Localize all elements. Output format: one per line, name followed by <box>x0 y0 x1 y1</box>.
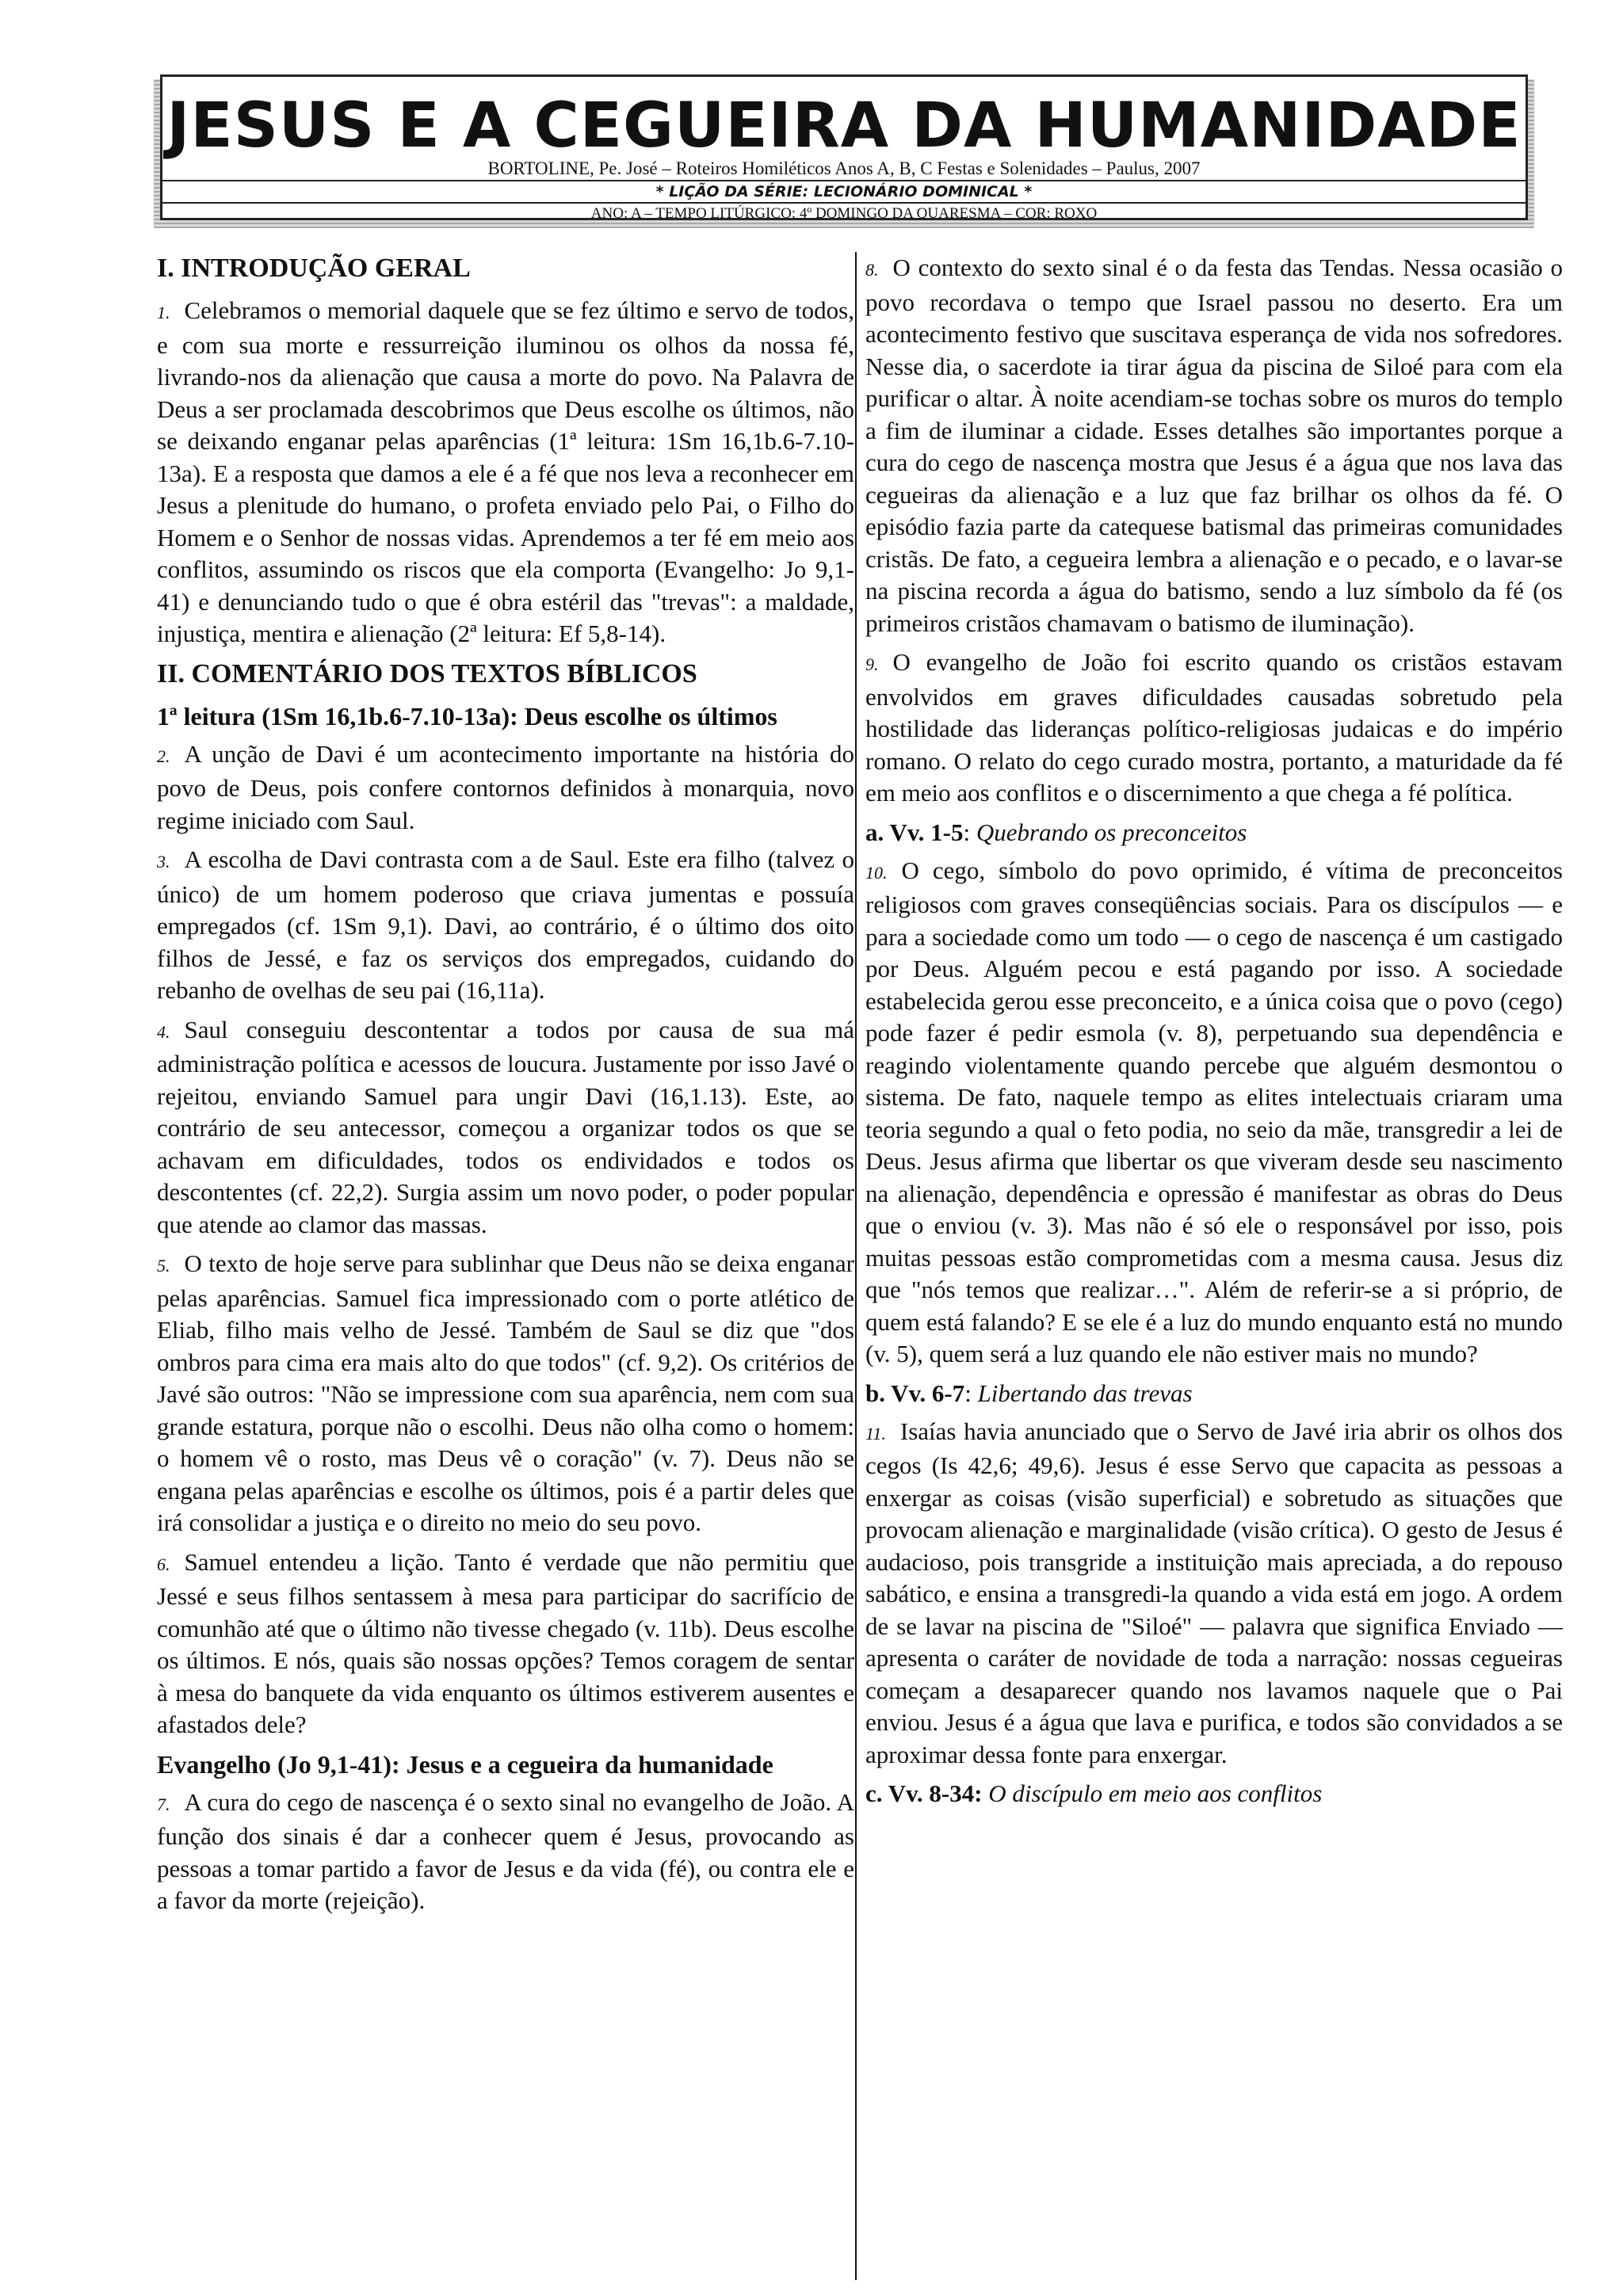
paragraph-number: 9. <box>865 654 879 674</box>
paragraph <box>157 1547 854 1741</box>
page-title: JESUS E A CEGUEIRA DA HUMANIDADE <box>166 90 1522 162</box>
section-title-intro: I. INTRODUÇÃO GERAL <box>157 254 471 283</box>
paragraph <box>865 252 1563 639</box>
paragraph-number: 8. <box>865 260 879 280</box>
paragraph-number: 11. <box>865 1423 886 1444</box>
source-citation: BORTOLINE, Pe. José – Roteiros Homiléticos Anos A, B, C Festas e Solenidades – Paulus, 2007 <box>487 158 1201 178</box>
gospel-title: Evangelho (Jo 9,1-41): Jesus e a cegueira da humanidade <box>157 1749 773 1779</box>
subsection-title: O discípulo em meio aos conflitos <box>988 1779 1323 1807</box>
paragraph <box>865 855 1563 1371</box>
paragraph-text: O evangelho de João foi escrito quando os cristãos estavam envolvidos em graves dificuldades causadas sobretudo pela hostilidade das lideranças político-religiosas judaicas e do império romano. O relato do cego curado mostra, portanto, a maturidade da fé em meio aos conflitos e o discernimento a que chega a fé política. <box>865 648 1563 807</box>
paragraph-text: A cura do cego de nascença é o sexto sinal no evangelho de João. A função dos sinais é dar a conhecer quem é Jesus, provocando as pessoas a tomar partido a favor de Jesus e da vida (fé), ou contra ele e a favor da morte (rejeição). <box>157 1787 854 1914</box>
paragraph-text: O texto de hoje serve para sublinhar que Deus não se deixa enganar pelas aparências. Samuel fica impressionado com o porte atlético de Eliab, filho mais velho de Jessé. Também de Saul se diz que "dos ombros para cima era mais alto do que todos" (cf. 9,2). Os critérios de Javé são outros: "Não se impressione com sua aparência, nem com sua grande estatura, porque não o escolhi. Deus não olha como o homem: o homem vê o rosto, mas Deus vê o coração" (v. 7). Deus não se engana pelas aparências e escolhe os últimos, pois é a partir deles que irá consolidar a justiça e o direito no meio do seu povo. <box>157 1249 854 1536</box>
paragraph-text: O cego, símbolo do povo oprimido, é vítima de preconceitos religiosos com graves conseqüências sociais. Para os discípulos — e para a sociedade como um todo — o cego de nascença é um castigado por Deus. Alguém pecou e está pagando por isso. A sociedade estabelecida gerou esse preconceito, e a única coisa que o povo (cego) pode fazer é pedir esmola (v. 8), perpetuando sua dependência e reagindo violentamente quando percebe que alguém desmontou o sistema. De fato, naquele tempo as elites intelectuais criaram uma teoria segundo a qual o feto podia, no seio da mãe, transgredir a lei de Deus. Jesus afirma que libertar os que viveram desde seu nascimento na alienação, dependência e opressão é manifestar as obras do Deus que o enviou (v. 3). Mas não é só ele o responsável por isso, pois muitas pessoas estão comprometidas com a mesma causa. Jesus diz que "nós temos que realizar…". Além de referir-se a si próprio, de quem está falando? E se ele é a luz do mundo enquanto está no mundo (v. 5), quem será a luz quando ele não estiver mais no mundo? <box>865 856 1563 1367</box>
subsection-ref: c. Vv. 8-34: <box>865 1779 983 1807</box>
paragraph-number: 1. <box>157 303 170 322</box>
paragraph-text: Celebramos o memorial daquele que se fez último e servo de todos, e com sua morte e ressurreição iluminou os olhos da nossa fé, livrando-nos da alienação que causa a morte do povo. Na Palavra de Deus a ser proclamada descobrimos que Deus escolhe os últimos, não se deixando enganar pelas aparências (1ª leitura: 1Sm 16,1b.6-7.10-13a). E a resposta que damos a ele é a fé que nos leva a reconhecer em Jesus a plenitude do humano, o profeta enviado pelo Pai, o Filho do Homem e o Senhor de nossas vidas. Aprendemos a ter fé em meio aos conflitos, assumindo os riscos que ela comporta (Evangelho: Jo 9,1-41) e denunciando tudo o que é obra estéril das "trevas": a maldade, injustiça, mentira e alienação (2ª leitura: Ef 5,8-14). <box>157 296 854 647</box>
paragraph-number: 7. <box>157 1794 170 1814</box>
paragraph-number: 5. <box>157 1256 170 1276</box>
paragraph <box>157 1248 854 1539</box>
paragraph-text: Saul conseguiu descontentar a todos por causa de sua má administração política e acessos de loucura. Justamente por isso Javé o rejeitou, enviando Samuel para ungir Davi (16,1.13). Este, ao contrário de seu antecessor, começou a organizar todos os que se achavam em dificuldades, todos os endividados e todos os descontentes (cf. 22,2). Surgia assim um novo poder, o poder popular que atende ao clamor das massas. <box>157 1015 854 1238</box>
paragraph <box>157 1787 854 1917</box>
subsection-ref: b. Vv. 6-7 <box>865 1379 965 1407</box>
subsection-a: a. Vv. 1-5: Quebrando os preconceitos <box>865 818 1247 846</box>
paragraph-number: 3. <box>157 852 170 871</box>
paragraph-number: 2. <box>157 746 170 766</box>
paragraph-number: 10. <box>865 862 888 883</box>
paragraph <box>157 1014 854 1241</box>
paragraph <box>157 738 854 837</box>
paragraph-number: 4. <box>157 1021 170 1042</box>
series-line: * LIÇÃO DA SÉRIE: LECIONÁRIO DOMINICAL * <box>162 180 1526 202</box>
paragraph-text: Samuel entendeu a lição. Tanto é verdade que não permitiu que Jessé e seus filhos sentassem à mesa para participar do sacrifício de comunhão até que o último não tivesse chegado (v. 11b). Deus escolhe os últimos. E nós, quais são nossas opções? Temos coragem de sentar à mesa do banquete da vida enquanto os últimos estiverem ausentes e afastados dele? <box>157 1547 854 1738</box>
paragraph-text: A escolha de Davi contrasta com a de Saul. Este era filho (talvez o único) de um homem poderoso que criava jumentas e possuía empregados (cf. 1Sm 9,1). Davi, ao contrário, é o último dos oito filhos de Jessé, e faz os serviços dos empregados, cuidando do rebanho de ovelhas de seu pai (16,11a). <box>157 845 854 1004</box>
paragraph-text: Isaías havia anunciado que o Servo de Javé iria abrir os olhos dos cegos (Is 42,6; 49,6). Jesus é esse Servo que capacita as pessoas a enxergar as coisas (visão superficial) e sobretudo as situações que provocam alienação e marginalidade (visão crítica). O gesto de Jesus é audacioso, pois transgride a instituição mais apreciada, a do repouso sabático, e ensina a transgredi-la quando a vida está em jogo. A ordem de se lavar na piscina de "Siloé" — palavra que significa Enviado — apresenta o caráter de novidade de toda a narração: nossas cegueiras começam a desaparecer quando nos lavamos naquele que o Pai enviou. Jesus é a água que lava e purifica, e todos são convidados a se aproximar dessa fonte para enxergar. <box>865 1417 1563 1768</box>
subsection-title: Quebrando os preconceitos <box>976 818 1247 846</box>
right-column <box>865 252 1563 1816</box>
paragraph <box>865 1416 1563 1772</box>
subsection-ref: a. Vv. 1-5 <box>865 818 964 846</box>
paragraph <box>865 646 1563 810</box>
reading1-title: 1ª leitura (1Sm 16,1b.6-7.10-13a): Deus escolhe os últimos <box>157 701 777 730</box>
subsection-c <box>865 1778 1563 1810</box>
left-column <box>157 252 854 1924</box>
paragraph-text: A unção de Davi é um acontecimento importante na história do povo de Deus, pois confere contornos definidos à monarquia, novo regime iniciado com Saul. <box>157 739 854 834</box>
header-box <box>160 74 1528 220</box>
column-divider <box>855 252 857 2280</box>
paragraph-text: O contexto do sexto sinal é o da festa das Tendas. Nessa ocasião o povo recordava o tempo que Israel passou no deserto. Era um acontecimento festivo que suscitava esperança de vida nos sofredores. Nesse dia, o sacerdote ia tirar água da piscina de Siloé para com ela purificar o altar. À noite acendiam-se tochas sobre os muros do templo a fim de iluminar a cidade. Esses detalhes são importantes porque a cura do cego de nascença mostra que Jesus é a água que nos lava das cegueiras da alienação e a luz que faz brilhar os olhos da fé. O episódio fazia parte da catequese batismal das primeiras comunidades cristãs. De fato, a cegueira lembra a alienação e o pecado, e o lavar-se na piscina recorda a água do batismo, sendo a luz símbolo da fé (os primeiros cristãos chamavam o batismo de iluminação). <box>865 254 1563 637</box>
subsection-title: Libertando das trevas <box>977 1379 1193 1407</box>
subsection-b: b. Vv. 6-7: Libertando das trevas <box>865 1379 1193 1407</box>
liturgical-meta: ANO: A – TEMPO LITÚRGICO: 4º DOMINGO DA QUARESMA – COR: ROXO <box>162 202 1526 224</box>
paragraph-number: 6. <box>157 1554 170 1574</box>
section-title-commentary: II. COMENTÁRIO DOS TEXTOS BÍBLICOS <box>157 658 697 688</box>
paragraph <box>157 295 854 650</box>
paragraph <box>157 844 854 1007</box>
